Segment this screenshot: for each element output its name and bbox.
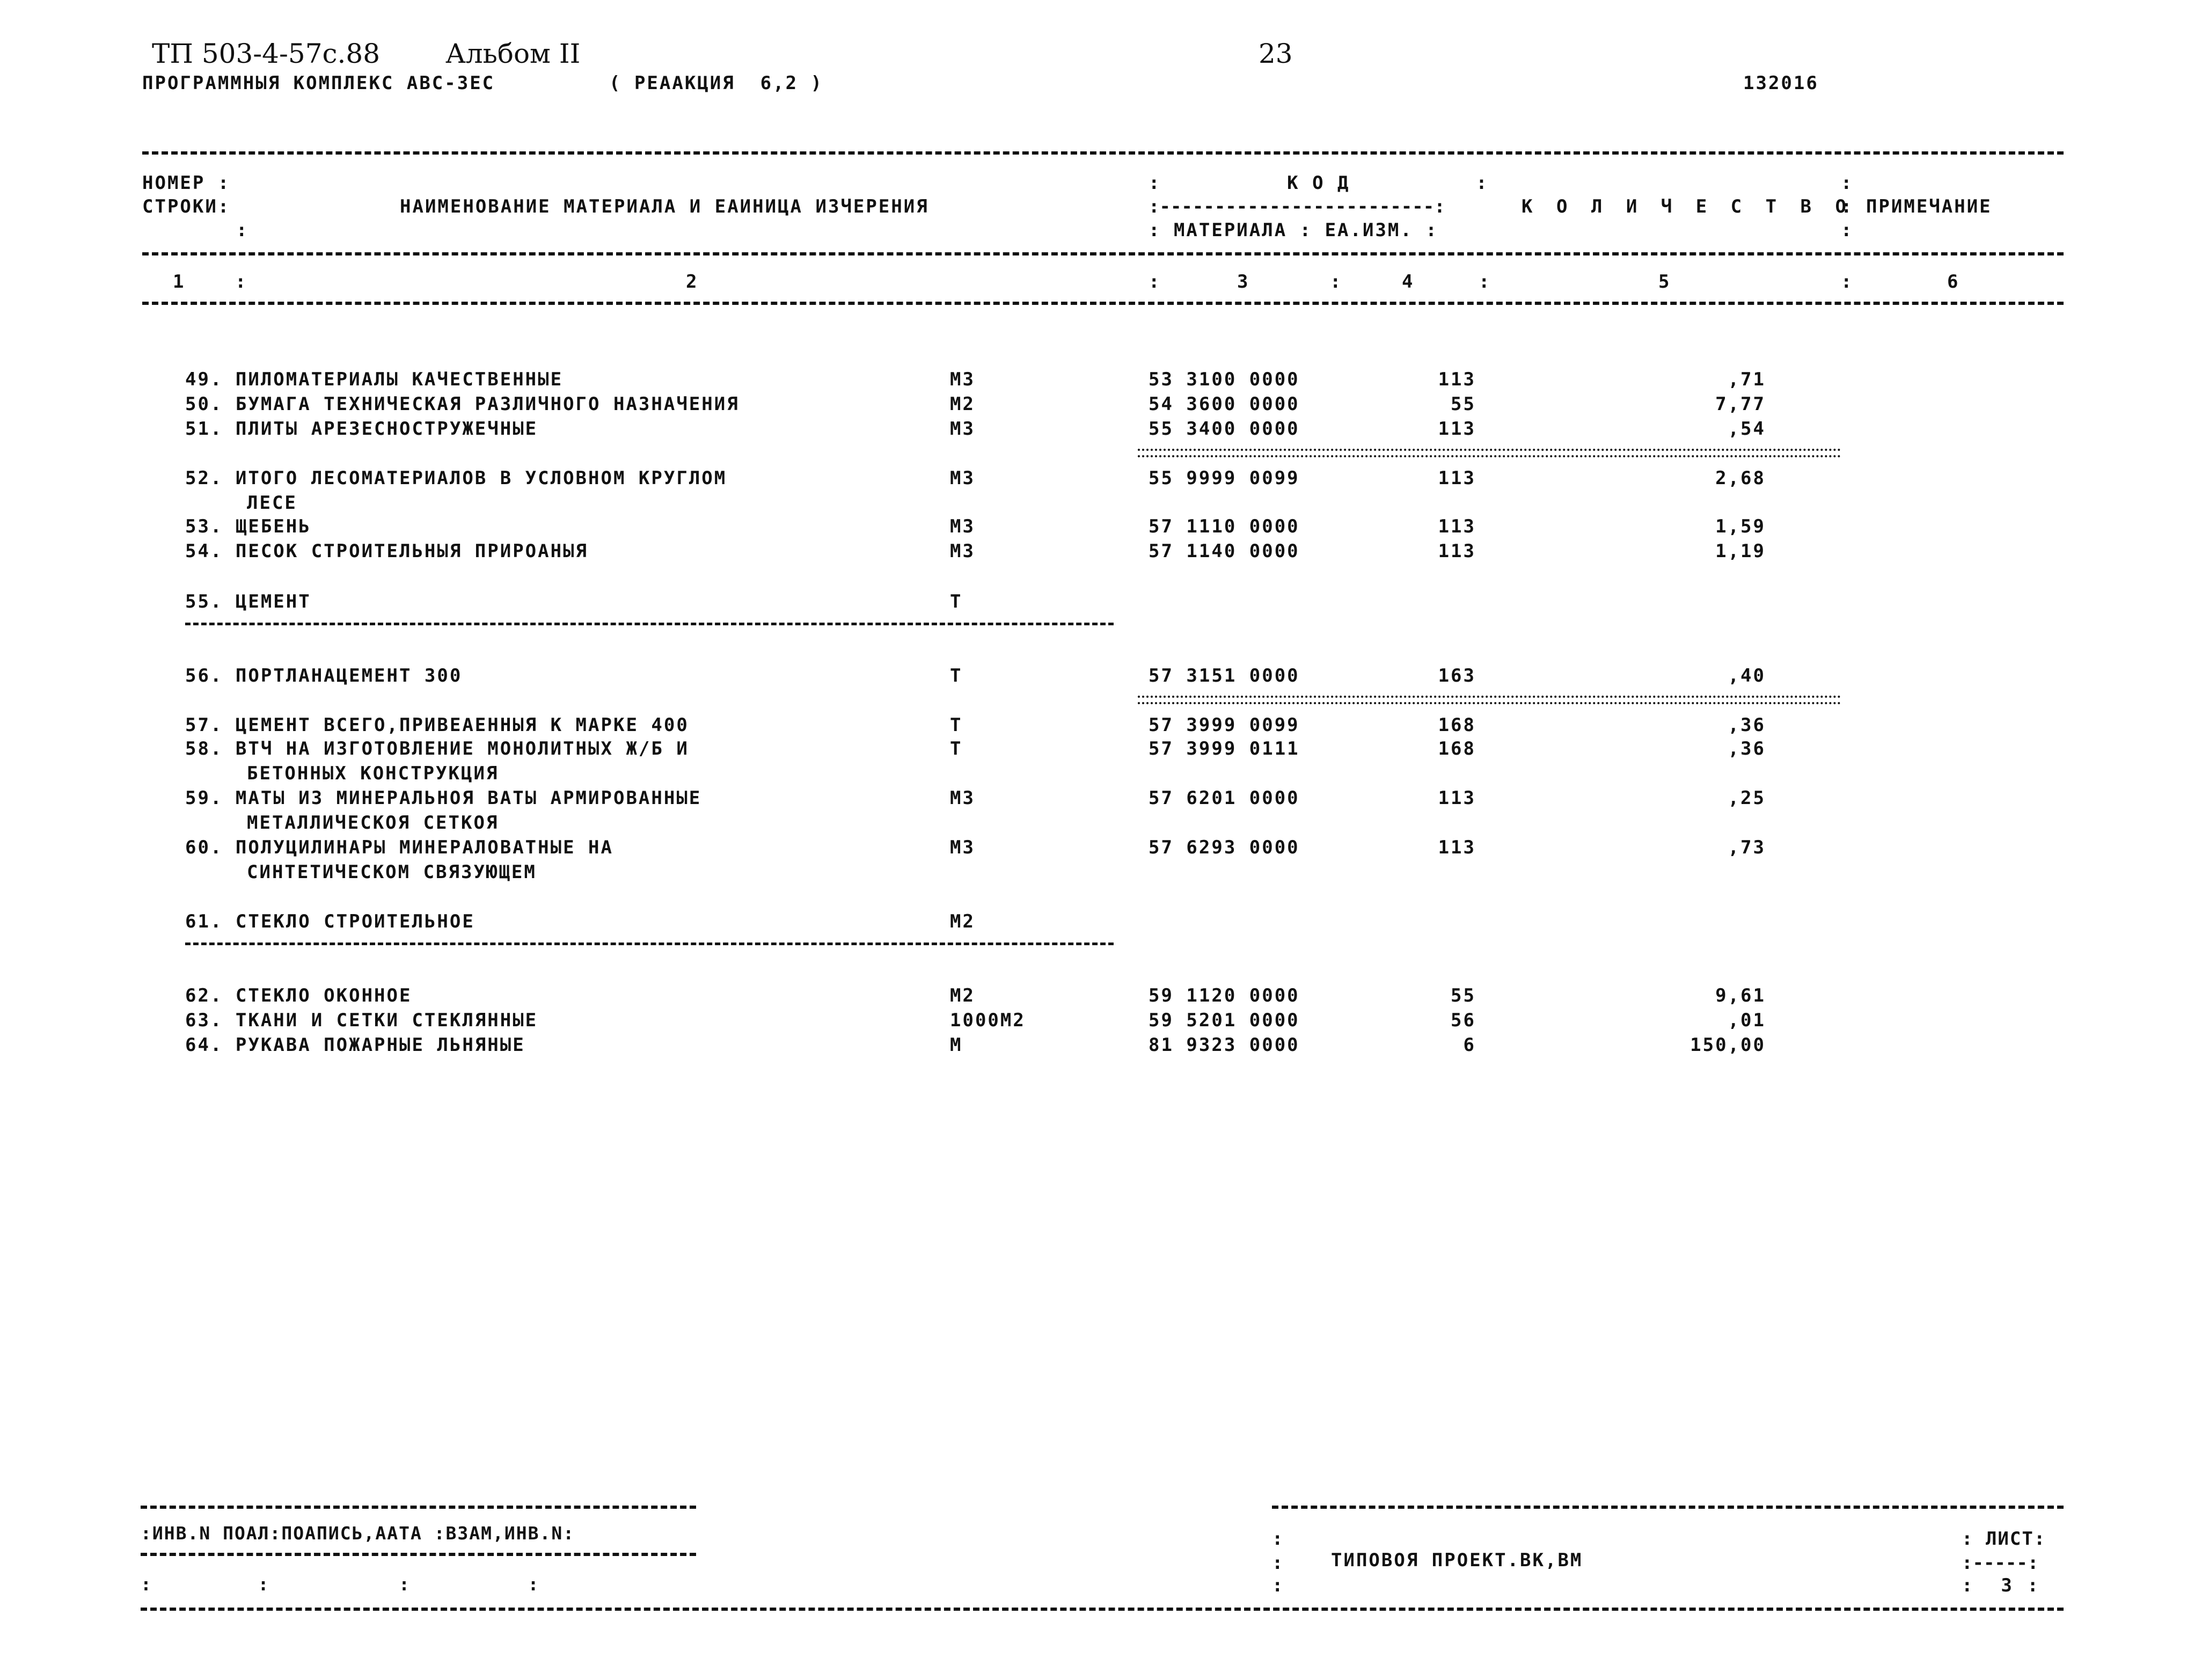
table-row-unit: М3	[950, 468, 975, 489]
code-header-bottom: : МАТЕРИАЛА : ЕА.ИЗМ. :	[1149, 220, 1438, 241]
col-number: 6	[1947, 271, 1960, 293]
table-row-material-code: 53 3100 0000	[1149, 369, 1300, 390]
table-row-unit: М2	[950, 985, 975, 1006]
table-row-unit-code: 168	[1438, 738, 1476, 759]
album-label: Альбом II	[445, 38, 581, 69]
stamp-header: :ИНВ.N ПОАЛ:ПОАПИСЬ,ААТА :ВЗАМ,ИНВ.N:	[141, 1523, 575, 1544]
table-row-unit: М3	[950, 516, 975, 537]
table-row-name-continued: БЕТОННЫХ КОНСТРУКЦИЯ	[247, 763, 499, 784]
table-row-unit-code: 56	[1451, 1010, 1476, 1031]
footer-bottom-rule	[141, 1608, 2064, 1611]
quantity-column-header: К О Л И Ч Е С Т В О	[1522, 196, 1853, 217]
header-bottom-rule	[142, 252, 2064, 255]
table-row-material-code: 55 3400 0000	[1149, 418, 1300, 440]
table-row-name: 52. ИТОГО ЛЕСОМАТЕРИАЛОВ В УСЛОВНОМ КРУГЛОМ	[185, 468, 727, 489]
table-row-material-code: 57 1110 0000	[1149, 516, 1300, 537]
table-row-material-code: 59 1120 0000	[1149, 985, 1300, 1006]
table-row-name: 54. ПЕСОК СТРОИТЕЛЬНЫЯ ПРИРОАНЫЯ	[185, 540, 589, 562]
table-row-name-continued: СИНТЕТИЧЕСКОМ СВЯЗУЮЩЕМ	[247, 861, 537, 883]
table-row-name: 62. СТЕКЛО ОКОННОЕ	[185, 985, 412, 1006]
table-row-quantity: ,73	[1728, 837, 1766, 858]
table-row-quantity: 9,61	[1715, 985, 1766, 1006]
col-number: 2	[686, 271, 699, 293]
col-number: 5	[1658, 271, 1671, 293]
table-row-unit: Т	[950, 591, 963, 612]
stamp-mid-rule	[141, 1553, 696, 1556]
table-row-unit: М2	[950, 911, 975, 932]
table-row-unit: М3	[950, 787, 975, 809]
table-group-name: 61. СТЕКЛО СТРОИТЕЛЬНОЕ	[185, 911, 475, 932]
program-label: ПРОГРАММНЫЯ КОМПЛЕКС АВС-ЗЕС	[142, 72, 495, 94]
note-column-header: : ПРИМЕЧАНИЕ	[1841, 196, 1992, 217]
table-row-name: 58. ВТЧ НА ИЗГОТОВЛЕНИЕ МОНОЛИТНЫХ Ж/Б И	[185, 738, 689, 759]
stamp-cells: : : : :	[141, 1574, 540, 1595]
table-row-unit: Т	[950, 738, 963, 759]
table-row-unit-code: 55	[1451, 393, 1476, 415]
title-block-sep: :	[1272, 1575, 1285, 1596]
title-block-sep: :	[1272, 1552, 1285, 1574]
table-row-unit-code: 113	[1438, 369, 1476, 390]
row-number-header-1: НОМЕР :	[142, 172, 231, 194]
table-row-unit-code: 113	[1438, 516, 1476, 537]
table-row-quantity: ,40	[1728, 665, 1766, 686]
table-row-quantity: ,36	[1728, 714, 1766, 736]
note-sep-bottom: :	[1841, 220, 1854, 241]
table-row-name: 53. ЩЕБЕНЬ	[185, 516, 311, 537]
table-row-name: 64. РУКАВА ПОЖАРНЫЕ ЛЬНЯНЫЕ	[185, 1034, 525, 1056]
row-number-header-2: СТРОКИ:	[142, 196, 231, 217]
table-row-unit-code: 113	[1438, 787, 1476, 809]
table-row-material-code: 57 3999 0099	[1149, 714, 1300, 736]
table-top-rule	[142, 151, 2064, 155]
table-row-unit: М3	[950, 418, 975, 440]
group-underline	[185, 623, 1114, 625]
table-row-name: 49. ПИЛОМАТЕРИАЛЫ КАЧЕСТВЕННЫЕ	[185, 369, 564, 390]
table-row-unit: М3	[950, 837, 975, 858]
col-number: 3	[1237, 271, 1250, 293]
col-number: 4	[1402, 271, 1415, 293]
col-number-sep: :	[1841, 271, 1854, 293]
subtotal-rule	[1138, 449, 1841, 457]
col-number-sep: :	[1330, 271, 1343, 293]
table-row-unit-code: 113	[1438, 540, 1476, 562]
table-row-quantity: ,01	[1728, 1010, 1766, 1031]
col-number-sep: :	[235, 271, 248, 293]
title-block-top-rule	[1272, 1506, 2064, 1509]
table-row-material-code: 57 6293 0000	[1149, 837, 1300, 858]
row-number-header-3: :	[236, 220, 249, 241]
table-row-quantity: 7,77	[1715, 393, 1766, 415]
table-row-name: 57. ЦЕМЕНТ ВСЕГО,ПРИВЕАЕННЫЯ К МАРКЕ 400	[185, 714, 689, 736]
code-header-rule: :-------------------------:	[1149, 196, 1445, 217]
sheet-number: : 3 :	[1962, 1575, 2040, 1596]
stamp-top-rule	[141, 1506, 696, 1509]
table-row-material-code: 57 6201 0000	[1149, 787, 1300, 809]
table-row-name: 59. МАТЫ ИЗ МИНЕРАЛЬНОЯ ВАТЫ АРМИРОВАННЫЕ	[185, 787, 702, 809]
table-row-quantity: ,36	[1728, 738, 1766, 759]
table-row-name: 50. БУМАГА ТЕХНИЧЕСКАЯ РАЗЛИЧНОГО НАЗНАЧЕНИЯ	[185, 393, 740, 415]
document-code: ТП 503-4-57с.88	[152, 38, 381, 69]
table-row-unit-code: 163	[1438, 665, 1476, 686]
table-row-unit-code: 113	[1438, 468, 1476, 489]
table-row-unit: М	[950, 1034, 963, 1056]
table-row-quantity: 2,68	[1715, 468, 1766, 489]
table-row-name: 51. ПЛИТЫ АРЕЗЕСНОСТРУЖЕЧНЫЕ	[185, 418, 538, 440]
table-row-quantity: ,25	[1728, 787, 1766, 809]
table-row-unit: М2	[950, 393, 975, 415]
table-row-name-continued: ЛЕСЕ	[247, 492, 297, 514]
table-row-material-code: 57 3151 0000	[1149, 665, 1300, 686]
column-numbers-rule	[142, 302, 2064, 305]
code-header-top: : К О Д :	[1149, 172, 1489, 194]
group-underline	[185, 943, 1114, 945]
table-row-name: 56. ПОРТЛАНАЦЕМЕНТ 300	[185, 665, 463, 686]
table-row-material-code: 57 1140 0000	[1149, 540, 1300, 562]
table-row-material-code: 55 9999 0099	[1149, 468, 1300, 489]
table-row-unit-code: 6	[1463, 1034, 1476, 1056]
table-row-quantity: 150,00	[1690, 1034, 1766, 1056]
table-row-material-code: 59 5201 0000	[1149, 1010, 1300, 1031]
table-row-name: 60. ПОЛУЦИЛИНАРЫ МИНЕРАЛОВАТНЫЕ НА	[185, 837, 613, 858]
table-row-quantity: ,71	[1728, 369, 1766, 390]
edition-label: ( РЕААКЦИЯ 6,2 )	[609, 72, 823, 94]
table-row-unit-code: 113	[1438, 837, 1476, 858]
note-sep-top: :	[1841, 172, 1854, 194]
table-row-unit: М3	[950, 540, 975, 562]
table-row-material-code: 54 3600 0000	[1149, 393, 1300, 415]
col-number-sep: :	[1149, 271, 1161, 293]
name-column-header: НАИМЕНОВАНИЕ МАТЕРИАЛА И ЕАИНИЦА ИЗЧЕРЕНИЯ	[400, 196, 929, 217]
col-number: 1	[173, 271, 186, 293]
table-row-quantity: 1,59	[1715, 516, 1766, 537]
title-block-sep: :	[1272, 1528, 1285, 1550]
sheet-label: : ЛИСТ:	[1962, 1528, 2046, 1550]
table-group-name: 55. ЦЕМЕНТ	[185, 591, 311, 612]
table-row-unit-code: 55	[1451, 985, 1476, 1006]
table-row-material-code: 57 3999 0111	[1149, 738, 1300, 759]
table-row-unit: 1000М2	[950, 1010, 1026, 1031]
col-number-sep: :	[1479, 271, 1491, 293]
table-row-name-continued: МЕТАЛЛИЧЕСКОЯ СЕТКОЯ	[247, 812, 499, 834]
subtotal-rule	[1138, 696, 1841, 704]
project-title: ТИПОВОЯ ПРОЕКТ.ВК,ВМ	[1331, 1550, 1583, 1571]
table-row-unit-code: 113	[1438, 418, 1476, 440]
table-row-unit: М3	[950, 369, 975, 390]
page-number: 23	[1259, 38, 1293, 69]
table-row-unit-code: 168	[1438, 714, 1476, 736]
table-row-unit: Т	[950, 714, 963, 736]
table-row-unit: Т	[950, 665, 963, 686]
table-row-quantity: ,54	[1728, 418, 1766, 440]
table-row-name: 63. ТКАНИ И СЕТКИ СТЕКЛЯННЫЕ	[185, 1010, 538, 1031]
table-row-material-code: 81 9323 0000	[1149, 1034, 1300, 1056]
code-number: 132016	[1743, 72, 1819, 94]
table-row-quantity: 1,19	[1715, 540, 1766, 562]
sheet-separator: :-----:	[1962, 1552, 2039, 1574]
